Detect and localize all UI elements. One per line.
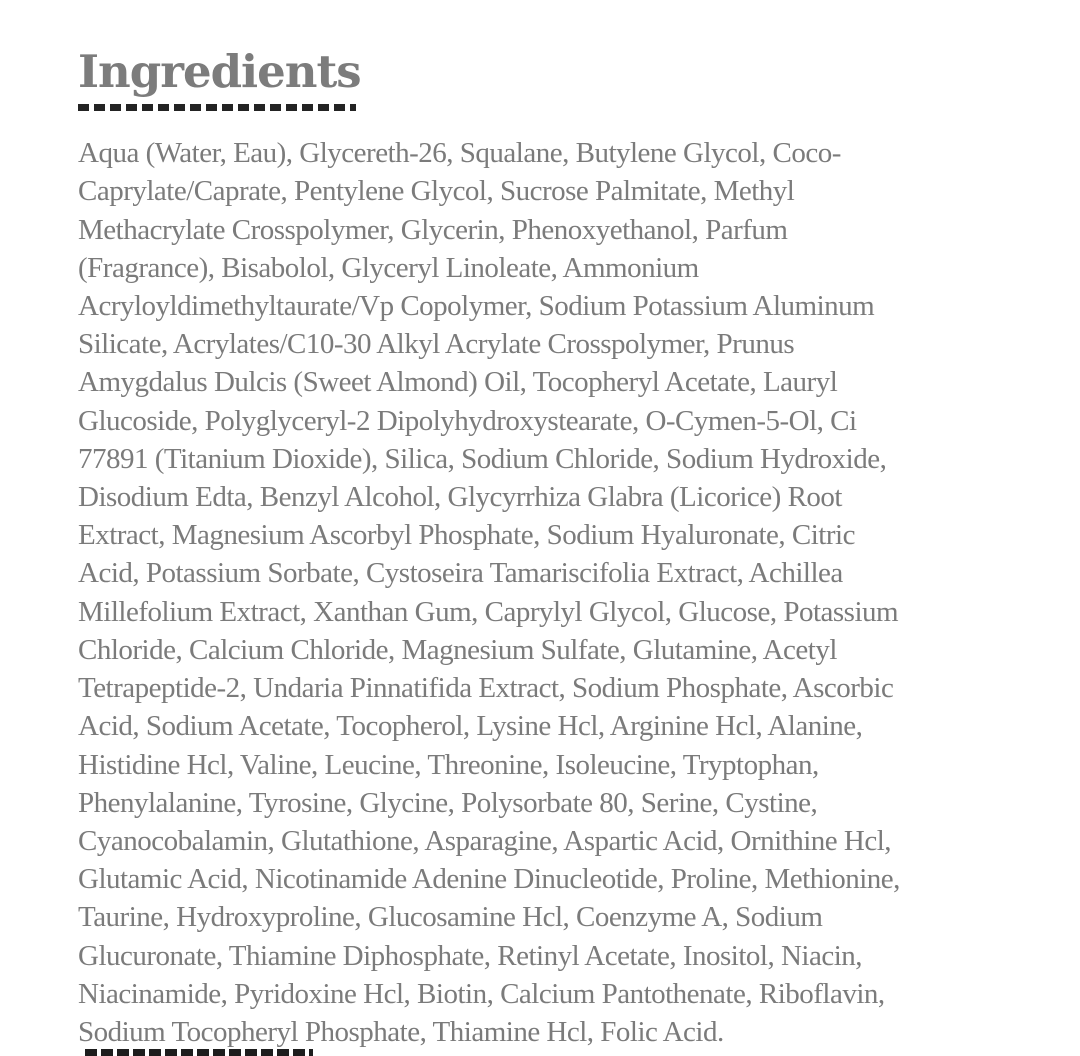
ingredients-line: Cyanocobalamin, Glutathione, Asparagine, Aspartic Acid, Ornithine Hcl, [78,824,892,857]
page-title: Ingredients [78,45,361,98]
ingredients-line: Methacrylate Crosspolymer, Glycerin, Phenoxyethanol, Parfum [78,213,788,246]
ingredients-line: Silicate, Acrylates/C10-30 Alkyl Acrylate Crosspolymer, Prunus [78,328,795,361]
ingredients-line: Chloride, Calcium Chloride, Magnesium Sulfate, Glutamine, Acetyl [78,633,837,666]
ingredients-line: Acid, Sodium Acetate, Tocopherol, Lysine Hcl, Arginine Hcl, Alanine, [78,710,863,743]
ingredients-line: 77891 (Titanium Dioxide), Silica, Sodium Chloride, Sodium Hydroxide, [78,442,887,475]
title-dashed-underline [78,104,356,111]
ingredients-line: Disodium Edta, Benzyl Alcohol, Glycyrrhiza Glabra (Licorice) Root [78,481,842,514]
ingredients-line: (Fragrance), Bisabolol, Glyceryl Linoleate, Ammonium [78,251,699,284]
ingredients-list [78,134,1038,1051]
ingredients-line: Sodium Tocopheryl Phosphate, Thiamine Hcl, Folic Acid. [78,1015,724,1048]
ingredients-line: Extract, Magnesium Ascorbyl Phosphate, Sodium Hyaluronate, Citric [78,519,855,552]
ingredients-line: Glucoside, Polyglyceryl-2 Dipolyhydroxystearate, O-Cymen-5-Ol, Ci [78,404,857,437]
ingredients-line: Glucuronate, Thiamine Diphosphate, Retinyl Acetate, Inositol, Niacin, [78,939,863,972]
ingredients-line: Caprylate/Caprate, Pentylene Glycol, Sucrose Palmitate, Methyl [78,175,795,208]
ingredients-line: Amygdalus Dulcis (Sweet Almond) Oil, Tocopheryl Acetate, Lauryl [78,366,838,399]
ingredients-line: Aqua (Water, Eau), Glycereth-26, Squalane, Butylene Glycol, Coco- [78,137,841,170]
ingredients-line: Niacinamide, Pyridoxine Hcl, Biotin, Calcium Pantothenate, Riboflavin, [78,977,885,1010]
ingredients-line: Histidine Hcl, Valine, Leucine, Threonine, Isoleucine, Tryptophan, [78,748,819,781]
ingredients-line: Taurine, Hydroxyproline, Glucosamine Hcl, Coenzyme A, Sodium [78,901,823,934]
ingredients-line: Acid, Potassium Sorbate, Cystoseira Tamariscifolia Extract, Achillea [78,557,843,590]
ingredients-line: Glutamic Acid, Nicotinamide Adenine Dinucleotide, Proline, Methionine, [78,863,900,896]
next-section-dashed-underline [85,1049,313,1056]
ingredients-line: Tetrapeptide-2, Undaria Pinnatifida Extract, Sodium Phosphate, Ascorbic [78,672,894,705]
ingredients-line: Acryloyldimethyltaurate/Vp Copolymer, Sodium Potassium Aluminum [78,290,875,323]
ingredients-line: Millefolium Extract, Xanthan Gum, Caprylyl Glycol, Glucose, Potassium [78,595,899,628]
ingredients-line: Phenylalanine, Tyrosine, Glycine, Polysorbate 80, Serine, Cystine, [78,786,818,819]
ingredients-section [78,45,1038,1051]
